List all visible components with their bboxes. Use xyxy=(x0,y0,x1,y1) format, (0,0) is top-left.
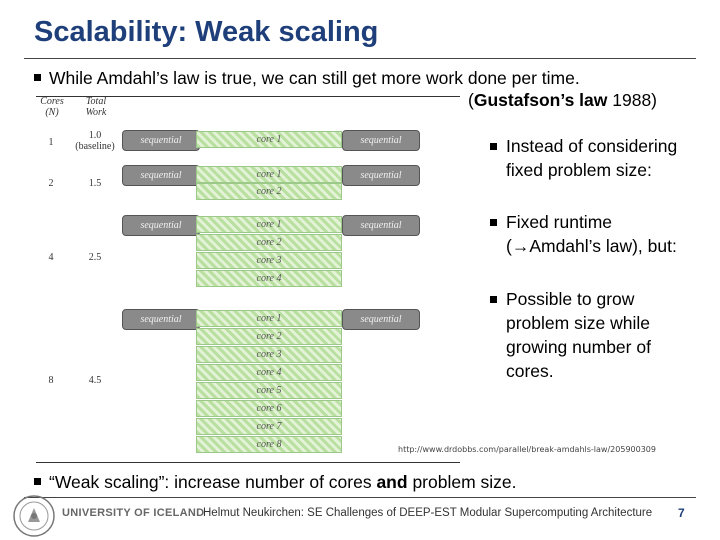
slide-title: Scalability: Weak scaling xyxy=(34,16,379,48)
source-url[interactable]: http://www.drdobbs.com/parallel/break-amdahls-law/205900309 xyxy=(398,445,656,454)
page-number: 7 xyxy=(678,506,685,520)
header-cores xyxy=(36,96,68,118)
bullet-square-icon xyxy=(490,143,497,150)
citation-law-name: Gustafson’s law xyxy=(473,90,608,110)
sequential-block: sequential xyxy=(342,165,420,186)
core-bar: core 6 xyxy=(196,400,342,417)
weak-scaling-bold: and xyxy=(376,472,408,492)
sequential-block: sequential xyxy=(122,165,200,186)
row-work-2: 1.5 xyxy=(88,178,102,189)
core-bar: core 1 xyxy=(196,166,342,183)
core-bar: core 3 xyxy=(196,346,342,363)
bullet-text: While Amdahl’s law is true, we can still get more work done per time. xyxy=(49,68,580,88)
core-bar: core 8 xyxy=(196,436,342,453)
right-bullet-text: Fixed runtime (→Amdahl’s law), but: xyxy=(506,212,677,256)
header-total-label: Total xyxy=(85,96,107,107)
row-work-value: 1.0 xyxy=(88,130,102,141)
bullet-square-icon xyxy=(34,478,41,485)
core-bar: core 2 xyxy=(196,328,342,345)
row-cores-8: 8 xyxy=(48,375,54,386)
row-work-4: 2.5 xyxy=(88,252,102,263)
core-bar: core 2 xyxy=(196,183,342,200)
row-work-8: 4.5 xyxy=(88,375,102,386)
bullet-gustafson-citation xyxy=(468,90,657,111)
footer-divider xyxy=(24,497,696,498)
figure-bottom-rule xyxy=(36,462,460,463)
right-bullet-3 xyxy=(490,287,690,383)
university-seal-icon xyxy=(12,494,56,538)
university-name: UNIVERSITY OF ICELAND xyxy=(62,507,205,519)
core-bar: core 3 xyxy=(196,252,342,269)
row-cores-4: 4 xyxy=(48,252,54,263)
row-work-baseline: (baseline) xyxy=(75,141,115,152)
sequential-block: sequential xyxy=(342,309,420,330)
header-cores-label: Cores xyxy=(40,96,64,107)
title-divider xyxy=(24,58,696,59)
citation-year: 1988) xyxy=(607,90,658,110)
core-bar: core 5 xyxy=(196,382,342,399)
footer-text: Helmut Neukirchen: SE Challenges of DEEP-EST Modular Supercomputing Architecture xyxy=(203,507,653,519)
row-work-1 xyxy=(70,130,120,152)
sequential-block: sequential xyxy=(342,215,420,236)
sequential-block: sequential xyxy=(342,130,420,151)
right-bullet-text: Possible to grow problem size while growing number of cores. xyxy=(506,289,651,381)
header-cores-n: (N) xyxy=(45,107,59,118)
core-bar: core 1 xyxy=(196,310,342,327)
bullet-weak-scaling xyxy=(34,470,517,494)
sequential-block: sequential xyxy=(122,215,200,236)
bullet-amdahl xyxy=(34,66,580,90)
core-bar: core 7 xyxy=(196,418,342,435)
right-bullet-text: Instead of considering fixed problem size: xyxy=(506,136,678,180)
bullet-square-icon xyxy=(490,219,497,226)
header-total-work xyxy=(78,96,114,118)
sequential-block: sequential xyxy=(122,309,200,330)
weak-scaling-text: “Weak scaling”: increase number of cores xyxy=(49,472,377,492)
bullet-square-icon xyxy=(490,296,497,303)
row-cores-2: 2 xyxy=(48,178,54,189)
bullet-square-icon xyxy=(34,74,41,81)
citation-open: ( xyxy=(468,90,474,110)
core-bar: core 4 xyxy=(196,364,342,381)
core-bar: core 1 xyxy=(196,131,342,148)
right-bullet-1 xyxy=(490,134,690,182)
core-bar: core 2 xyxy=(196,234,342,251)
row-cores-1: 1 xyxy=(48,137,54,148)
weak-scaling-text-end: problem size. xyxy=(407,472,517,492)
core-bar: core 1 xyxy=(196,216,342,233)
header-work-label: Work xyxy=(85,107,107,118)
core-bar: core 4 xyxy=(196,270,342,287)
sequential-block: sequential xyxy=(122,130,200,151)
right-bullet-2 xyxy=(490,210,690,258)
